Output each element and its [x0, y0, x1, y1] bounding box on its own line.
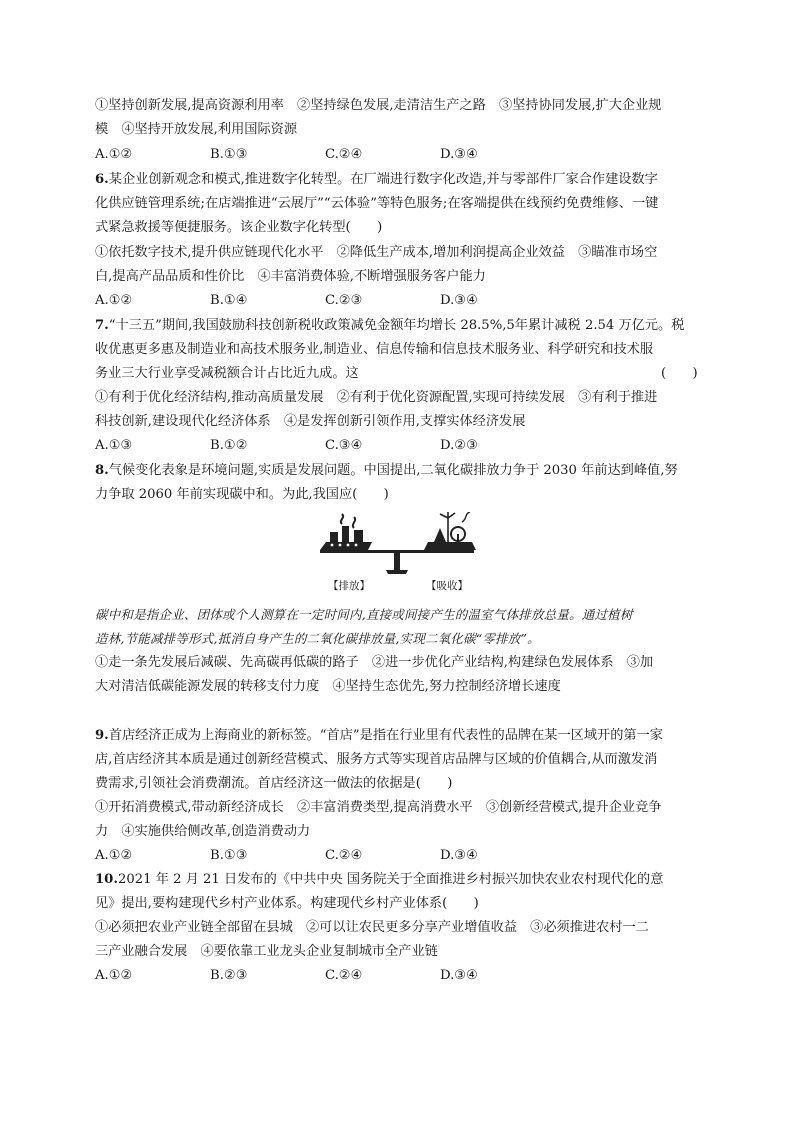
question-number: 6.	[95, 172, 109, 187]
choice-d[interactable]: D.③④	[440, 147, 478, 162]
choice-a[interactable]: A.①②	[95, 968, 133, 983]
balance-stand	[394, 550, 400, 570]
question-number: 8.	[95, 463, 109, 478]
q7-stem-line: 7.“十三五”期间,我国鼓励科技创新税收政策减免金额年均增长 28.5%,5年累计减税 2.54 万亿元。税	[95, 318, 685, 333]
q8-caption-line: 造林,节能减排等形式,抵消自身产生的二氧化碳排放量,实现二氧化碳“零排放”。	[95, 631, 540, 646]
q6-stem-line: 6.某企业创新观念和模式,推进数字化转型。在厂端进行数字化改造,并与零部件厂家合作建设数字	[95, 172, 658, 187]
q10-option-line: ①必须把农业产业链全部留在县城 ②可以让农民更多分享产业增值收益 ③必须推进农村一二	[95, 920, 649, 935]
choice-d[interactable]: D.③④	[440, 848, 478, 863]
q8-option-line: ①走一条先发展后减碳、先高碳再低碳的路子 ②进一步优化产业结构,构建绿色发展体系 ③加	[95, 655, 654, 670]
question-number: 10.	[95, 872, 118, 887]
q10-stem-line: 见》提出,要构建现代乡村产业体系。构建现代乡村产业体系( )	[95, 896, 479, 911]
q7-stem-line: 务业三大行业享受减税额合计占比近九成。这	[95, 366, 359, 381]
q9-option-line: 力 ④实施供给侧改革,创造消费动力	[95, 824, 311, 839]
q6-stem-line: 化供应链管理系统;在店端推进“云展厅”“云体验”等特色服务;在客端提供在线预约免费维修、一键	[95, 196, 659, 211]
absorption-label: 【吸收】	[426, 580, 468, 592]
question-number: 9.	[95, 728, 109, 743]
q9-stem-line: 费需求,引领社会消费潮流。首店经济这一做法的依据是( )	[95, 776, 453, 791]
q10-option-line: 三产业融合发展 ④要依靠工业龙头企业复制城市全产业链	[95, 944, 438, 959]
absorption-forest-icon	[424, 512, 476, 550]
choice-b[interactable]: B.①③	[210, 147, 248, 162]
q8-stem-line: 8.气候变化表象是环境问题,实质是发展问题。中国提出,二氧化碳排放力争于 2030 年前达到峰值,努	[95, 463, 678, 478]
choice-a[interactable]: A.①②	[95, 293, 133, 308]
q7-answer-paren: ( )	[661, 366, 698, 381]
choice-a[interactable]: A.①②	[95, 147, 133, 162]
q5-option-line: 模 ④坚持开放发展,利用国际资源	[95, 122, 298, 137]
q10-choices	[95, 967, 615, 985]
carbon-balance-figure	[312, 512, 482, 580]
q8-option-line: 大对清洁低碳能源发展的转移支付力度 ④坚持生态优先,努力控制经济增长速度	[95, 679, 561, 694]
q9-stem-line: 店,首店经济其本质是通过创新经营模式、服务方式等实现首店品牌与区域的价值耦合,从而激发消	[95, 752, 658, 767]
q7-choices	[95, 437, 615, 455]
q6-stem-line: 式紧急救援等便捷服务。该企业数字化转型( )	[95, 220, 383, 235]
q5-choices	[95, 146, 615, 164]
choice-c[interactable]: C.②③	[325, 293, 363, 308]
q7-option-line: 科技创新,建设现代化经济体系 ④是发挥创新引领作用,支撑实体经济发展	[95, 414, 526, 429]
choice-a[interactable]: A.①③	[95, 438, 133, 453]
q7-option-line: ①有利于优化经济结构,推动高质量发展 ②有利于优化资源配置,实现可持续发展 ③有利于推进	[95, 390, 658, 405]
choice-b[interactable]: B.②③	[210, 968, 248, 983]
choice-c[interactable]: C.②④	[325, 968, 363, 983]
q9-choices	[95, 847, 615, 865]
choice-c[interactable]: C.②④	[325, 147, 363, 162]
choice-d[interactable]: D.②③	[440, 438, 478, 453]
question-number: 7.	[95, 318, 109, 333]
q6-option-line: ①依托数字技术,提升供应链现代化水平 ②降低生产成本,增加利润提高企业效益 ③瞄准市场空	[95, 245, 658, 260]
choice-b[interactable]: B.①②	[210, 438, 248, 453]
q8-caption-line: 碳中和是指企业、团体或个人测算在一定时间内,直接或间接产生的温室气体排放总量。通过植树	[95, 607, 633, 622]
choice-b[interactable]: B.①③	[210, 848, 248, 863]
choice-c[interactable]: C.②④	[325, 848, 363, 863]
emission-factory-icon	[320, 514, 372, 550]
q9-option-line: ①开拓消费模式,带动新经济成长 ②丰富消费类型,提高消费水平 ③创新经营模式,提升企业竞争	[95, 800, 662, 815]
emission-label: 【排放】	[328, 580, 370, 592]
choice-d[interactable]: D.③④	[440, 968, 478, 983]
q10-stem-line: 10.2021 年 2 月 21 日发布的《中共中央 国务院关于全面推进乡村振兴加快农业农村现代化的意	[95, 872, 664, 887]
q6-choices	[95, 292, 615, 310]
q6-option-line: 白,提高产品品质和性价比 ④丰富消费体验,不断增强服务客户能力	[95, 269, 486, 284]
choice-a[interactable]: A.①②	[95, 848, 133, 863]
q7-stem-line: 收优惠更多惠及制造业和高技术服务业,制造业、信息传输和信息技术服务业、科学研究和技术服	[95, 342, 654, 357]
balance-base	[386, 570, 408, 574]
choice-d[interactable]: D.③④	[440, 293, 478, 308]
choice-c[interactable]: C.③④	[325, 438, 363, 453]
q8-stem-line: 力争取 2060 年前实现碳中和。为此,我国应( )	[95, 487, 389, 502]
q5-option-line: ①坚持创新发展,提高资源利用率 ②坚持绿色发展,走清洁生产之路 ③坚持协同发展,扩大企业规	[95, 98, 662, 113]
choice-b[interactable]: B.①④	[210, 293, 248, 308]
q9-stem-line: 9.首店经济正成为上海商业的新标签。“首店”是指在行业里有代表性的品牌在某一区域开的第一家	[95, 728, 663, 743]
